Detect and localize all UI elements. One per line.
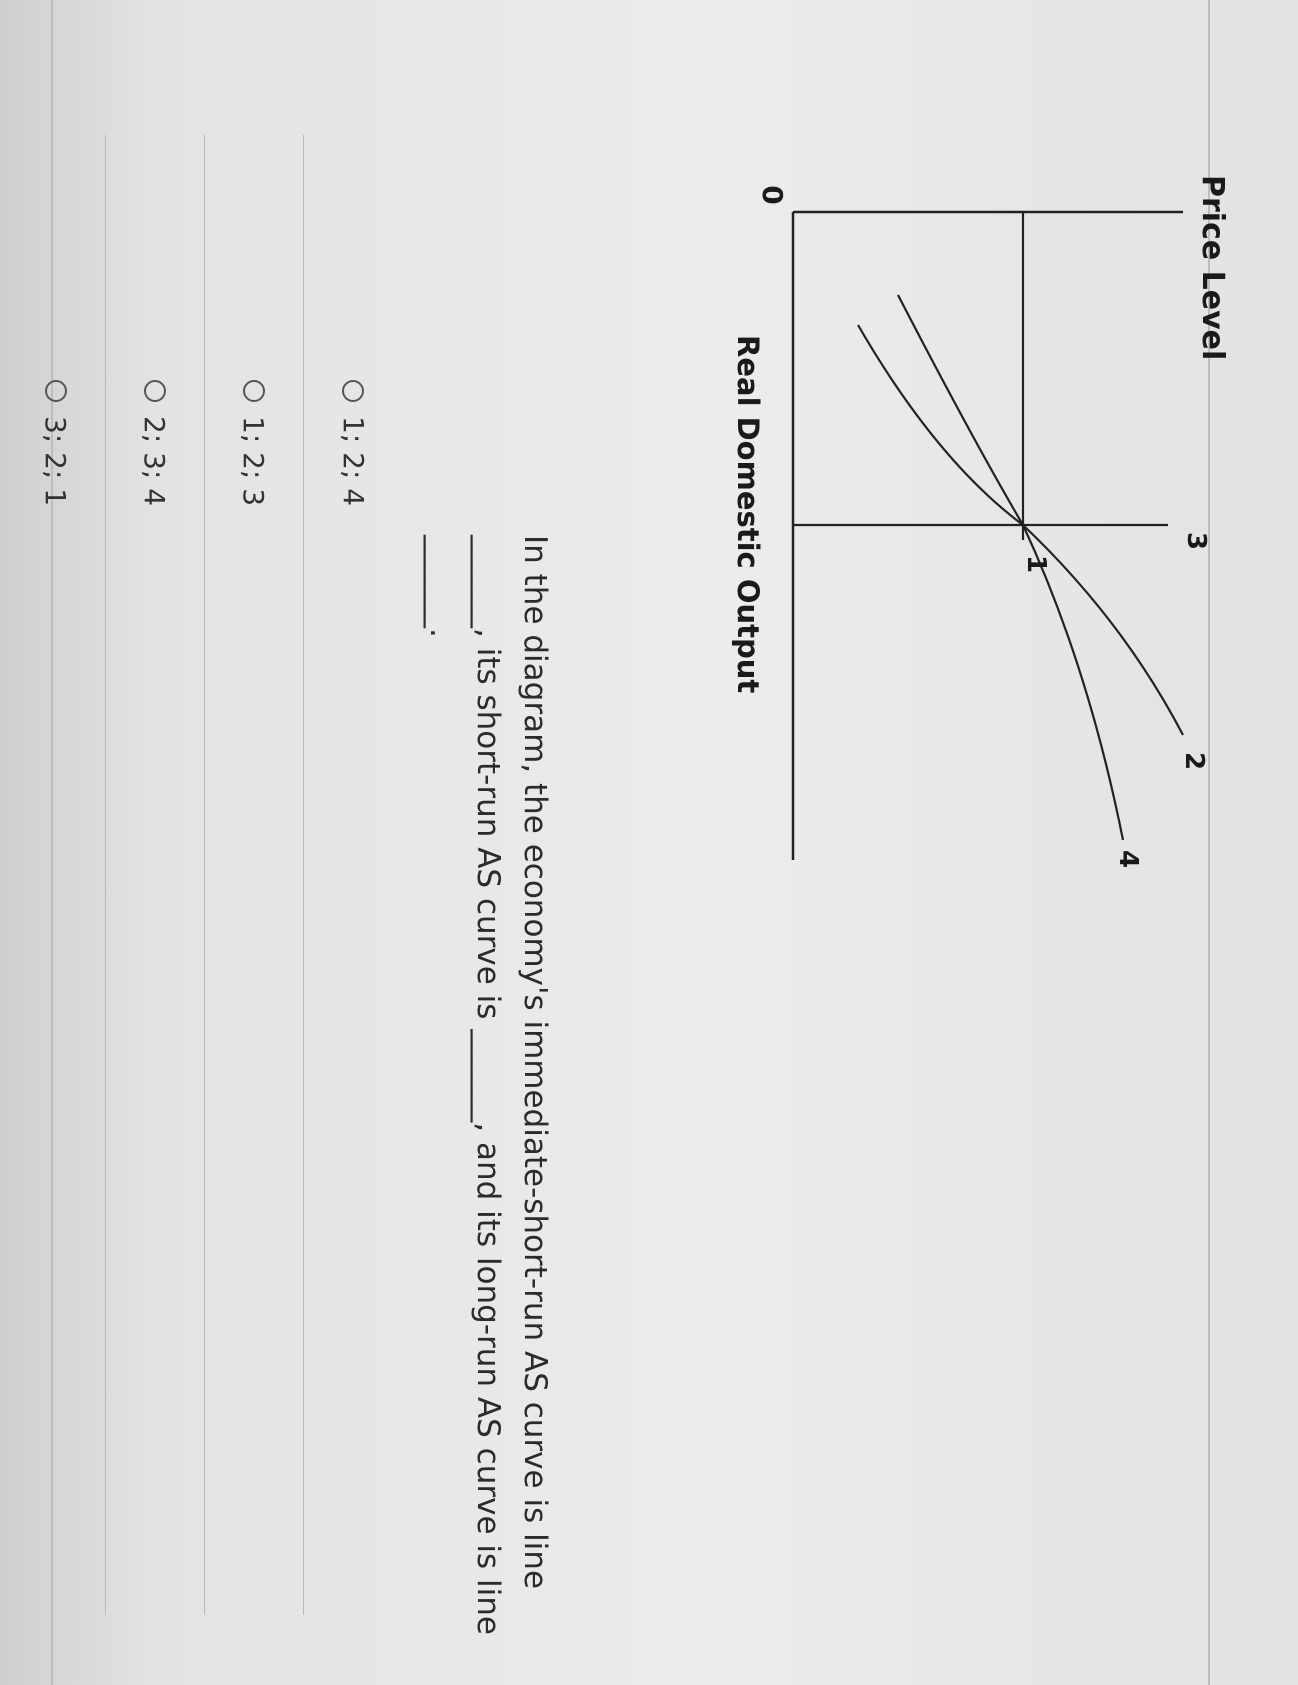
option-label: 1; 2; 3 xyxy=(237,416,271,507)
option-label: 2; 3; 4 xyxy=(138,416,172,507)
line-2-label: 2 xyxy=(1179,752,1209,771)
y-axis-label: Price Level xyxy=(1195,175,1230,361)
radio-button[interactable] xyxy=(243,380,265,402)
radio-button[interactable] xyxy=(144,380,166,402)
line-2 xyxy=(858,325,1183,735)
radio-button[interactable] xyxy=(343,380,365,402)
option-label: 1; 2; 4 xyxy=(337,416,370,507)
line-4-label: 4 xyxy=(1113,850,1143,869)
option-1[interactable] xyxy=(304,135,403,1615)
origin-label: 0 xyxy=(756,185,789,205)
line-1-label: 1 xyxy=(1021,555,1051,574)
option-label: 3; 2; 1 xyxy=(39,416,73,507)
as-curves-diagram xyxy=(578,0,1298,1685)
option-2[interactable] xyxy=(205,135,304,1615)
diagram-svg xyxy=(578,0,1298,1685)
option-3[interactable] xyxy=(106,135,205,1615)
line-3-label: 3 xyxy=(1181,532,1211,551)
option-4[interactable] xyxy=(7,135,106,1615)
question-text: In the diagram, the economy's immediate-short-run AS curve is line ______, its short-run AS curve is ______, and its long-run AS curve is line ______. xyxy=(422,535,553,1635)
line-4 xyxy=(898,295,1123,840)
x-axis-label: Real Domestic Output xyxy=(731,335,765,694)
radio-button[interactable] xyxy=(45,380,67,402)
answer-options xyxy=(7,135,403,1615)
